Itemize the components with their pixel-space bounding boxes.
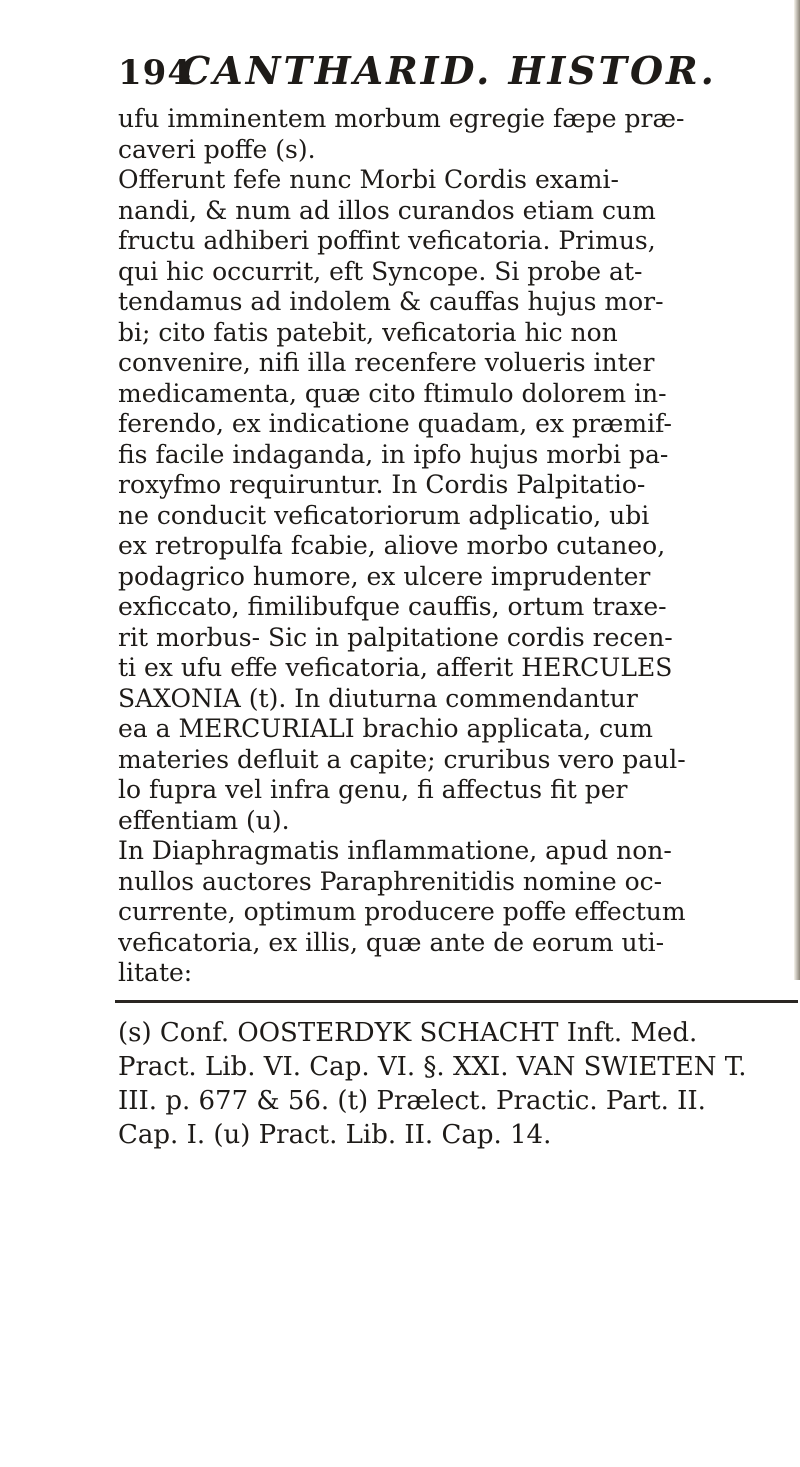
body-line: lo fupra vel infra genu, fi affectus fit per	[118, 775, 628, 804]
footnote-divider	[115, 1000, 798, 1003]
body-line: Offerunt fefe nunc Morbi Cordis exami-	[118, 165, 619, 194]
body-line: ferendo, ex indicatione quadam, ex præmif-	[118, 409, 672, 438]
body-line: podagrico humore, ex ulcere imprudenter	[118, 561, 651, 591]
body-line: rit morbus- Sic in palpitatione cordis recen-	[118, 622, 673, 652]
body-line: ex retropulfa fcabie, aliove morbo cutaneo,	[118, 531, 666, 560]
footnote-line: III. p. 677 & 56. (t) Prælect. Practic. Part. II.	[118, 1086, 706, 1116]
body-line: nullos auctores Paraphrenitidis nomine oc-	[118, 866, 663, 896]
body-line: veficatoria, ex illis, quæ ante de eorum uti-	[118, 927, 665, 957]
footnote-line: (s) Conf. OOSTERDYK SCHACHT Inft. Med.	[118, 1018, 698, 1048]
body-line: qui hic occurrit, eft Syncope. Si probe at-	[118, 256, 643, 286]
body-line: ea a MERCURIALI brachio applicata, cum	[118, 714, 653, 743]
running-title: CANTHARID. HISTOR.	[180, 48, 717, 93]
body-line: materies defluit a capite; cruribus vero paul-	[118, 744, 686, 774]
body-line: roxyfmo requiruntur. In Cordis Palpitatio-	[118, 470, 646, 499]
body-line: medicamenta, quæ cito ftimulo dolorem in-	[118, 378, 667, 408]
body-line: ne conducit veficatoriorum adplicatio, ubi	[118, 500, 650, 530]
running-header	[118, 40, 778, 102]
body-line: ti ex ufu effe veficatoria, afferit HERCULES	[118, 653, 673, 682]
body-line: bi; cito fatis patebit, veficatoria hic non	[118, 317, 618, 347]
body-line: SAXONIA (t). In diuturna commendantur	[118, 683, 638, 713]
body-line: caveri poffe (s).	[118, 134, 316, 164]
body-line: litate:	[118, 958, 193, 987]
body-line: currente, optimum producere poffe effectum	[118, 897, 686, 926]
page-number: 194	[118, 53, 192, 93]
body-line: exficcato, fimilibufque cauffis, ortum traxe-	[118, 592, 667, 621]
footnote-line: Pract. Lib. VI. Cap. VI. §. XXI. VAN SWIETEN T.	[118, 1052, 747, 1082]
body-line: fructu adhiberi poffint veficatoria. Primus,	[118, 226, 656, 255]
body-line: ufu imminentem morbum egregie fæpe præ-	[118, 104, 685, 133]
footnote-line: Cap. I. (u) Pract. Lib. II. Cap. 14.	[118, 1120, 552, 1150]
body-line: convenire, nifi illa recenfere volueris inter	[118, 348, 655, 377]
body-line: In Diaphragmatis inflammatione, apud non-	[118, 836, 672, 865]
body-line: effentiam (u).	[118, 805, 290, 835]
body-line: tendamus ad indolem & cauffas hujus mor-	[118, 287, 664, 316]
body-line: fis facile indaganda, in ipfo hujus morbi pa-	[118, 439, 669, 469]
body-line: nandi, & num ad illos curandos etiam cum	[118, 195, 656, 225]
